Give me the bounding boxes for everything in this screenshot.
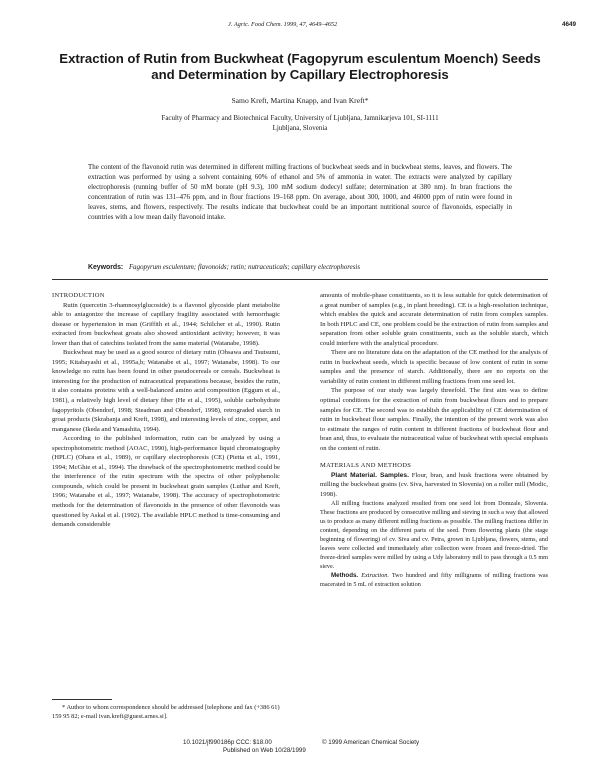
- methods-label: Methods.: [331, 572, 359, 580]
- intro-paragraph-3: According to the published information, rutin can be analyzed by using a spectrophotometric method (AOAC, 1990), high-performance liquid chromatography (HPLC) (Ohara et al., 1989), or capillary electrophoresis (CE) (Pietta et al., 1991, 1994; McGhie et al., 1994). The drawback of the spectrophotometric method could be the interference of the rutin spectrum with the spectra of other polyphenolic compounds, which could be present in buckwheat grain samples (Luthar and Kreft, 1996; Watanabe et al., 1997; Watanabe, 1998). The accuracy of spectrophotometric methods for the determination of flavonoids in the presence of other flavonoids was questioned by Askal et al. (1992). The available HPLC method is time-consuming and demands considerable: [52, 435, 280, 529]
- intro-paragraph-5: There are no literature data on the adaptation of the CE method for the analysis of rutin in buckwheat seeds, which is specific because of low content of rutin in some samples and the presence of starch. Additionally, there are no reports on the variability of rutin content in different milling fractions from one seed lot.: [320, 349, 548, 385]
- keywords-line: [88, 264, 512, 271]
- correspondence-footnote: * Author to whom correspondence should be addressed [telephone and fax (+386 61) 159 95 82; e-mail ivan.kreft@guest.arnes.si].: [52, 704, 280, 721]
- keywords-list: Fagopyrum esculentum; flavonoids; rutin; nutraceuticals; capillary electrophoresis: [128, 264, 361, 271]
- intro-paragraph-1: Rutin (quercetin 3-rhamnosylglucoside) is a flavonol glycoside plant metabolite able to antagonize the increase of capillary fragility associated with hemorrhagic disease or hypertension in man (Griffith et al., 1944; Schilcher et al., 1990). Rutin extracted from buckwheat groats also showed antioxidant activity; however, it was lower than that of catechins isolated from the same material (Watanabe, 1998).: [52, 301, 280, 347]
- left-column: [52, 291, 280, 530]
- keywords-label: Keywords:: [88, 264, 124, 271]
- running-head: [0, 21, 600, 33]
- extraction-label: Extraction.: [361, 572, 389, 580]
- article-title: Extraction of Rutin from Buckwheat (Fagopyrum esculentum Moench) Seeds and Determination by Capillary Electrophoresis: [59, 51, 541, 82]
- footnote-divider: [52, 699, 112, 700]
- plant-material-text: Flour, bran, and husk fractions were obtained by milling the buckwheat grains (cv. Siva, harvested in Slovenia) on a roller mill (Modic, 1998).: [320, 471, 548, 498]
- milling-fractions-paragraph: All milling fractions analyzed resulted from one seed lot from Domzale, Slovenia. These fractions are produced by consecutive milling and sieving in such a way that allowed us to produce as many different milling fractions as possible. The milling fractions differ in content, depending on the different parts of the seed. From flowering plants (the stage beginning of flowering) of cv. Siva and cv. Petra, grown in Ljubljana, flowers, stems, and leaves were collected and immediately after collection were frozen and freeze-dried. The freeze-dried samples were milled by using a Udy laboratory mill to pass through a 0.5 mm sieve.: [320, 500, 548, 571]
- introduction-heading: INTRODUCTION: [52, 292, 105, 299]
- intro-paragraph-4: amounts of mobile-phase constituents, so it is less suitable for quick determination of a great number of samples (e.g., in plant breeding). CE is a high-resolution technique, which enables the quick and accurate determination of rutin from complex samples. In both HPLC and CE, one problem could be the extraction of rutin from samples and separation from other soluble grain constituents, such as the soluble starch, which could interfere with the analytical procedure.: [320, 292, 548, 347]
- plant-material-paragraph: [320, 471, 548, 500]
- page-number: 4649: [561, 21, 576, 28]
- intro-paragraph-6: The purpose of our study was largely threefold. The first aim was to define optimal conditions for the extraction of rutin from buckwheat flours and to prepare samples for CE. The second was to establish the applicability of CE determination of rutin in buckwheat flour samples. Finally, the intention of the present work was also to estimate the ranges of rutin content in different fractions of buckwheat flour and bran and, thus, to evaluate the nutraceutical value of buckwheat with special emphasis on the content of rutin.: [320, 387, 548, 452]
- right-column: [320, 291, 548, 589]
- abstract: The content of the flavonoid rutin was determined in different milling fractions of buckwheat seeds and in buckwheat stems, leaves, and flowers. The extraction was performed by using a solvent containing 60% of ethanol and 5% of ammonia in water. The extracts were analyzed by capillary electrophoresis (running buffer of 50 mM borate (pH 9.3), 100 mM sodium dodecyl sulfate; determination at 380 nm). In bran fractions the concentration of rutin was 131–476 ppm, and in flour fractions 19–168 ppm. On average, about 300, 1000, and 46000 ppm of rutin were found in leaves, stems, and flowers, respectively. The results indicate that buckwheat could be an important nutritional source of flavonoids, especially in countries with a low mean daily flavonoid intake.: [88, 163, 512, 222]
- journal-citation: J. Agric. Food Chem. 1999, 47, 4649–4652: [228, 21, 338, 28]
- methods-heading: MATERIALS AND METHODS: [320, 462, 412, 470]
- published-date: Published on Web 10/28/1999: [223, 747, 306, 754]
- methods-text: Two hundred and fifty milligrams of milling fractions was macerated in 5 mL of extraction solution: [320, 572, 549, 589]
- methods-paragraph: [320, 571, 548, 589]
- copyright-line: © 1999 American Chemical Society: [322, 739, 420, 746]
- intro-paragraph-2: Buckwheat may be used as a good source of dietary rutin (Ohsawa and Tsutsumi, 1995; Kitabayashi et al., 1995a,b; Watanabe et al., 1997; Watanabe, 1998). To our knowledge no rutin has been found in other pseudocereals or cereals. Buckwheat is interesting for the production of nutraceutical preparations because, besides the rutin, it also contains proteins with a well-balanced amino acid composition (Eggum et al., 1981), a relatively high level of dietary fiber (He et al., 1995), soluble carbohydrate fagopyritols (Obendorf, 1998; Steadman and Obendorf, 1998), retrograded starch in groat products (Skrabanja and Kreft, 1998), and interesting levels of zinc, copper, and manganese (Ikeda and Yamashita, 1994).: [52, 349, 280, 433]
- author-list: Samo Kreft, Martina Knapp, and Ivan Kreft*: [231, 96, 369, 105]
- section-divider: [52, 279, 548, 280]
- author-affiliation: Faculty of Pharmacy and Biotechnical Faculty, University of Ljubljana, Jamnikarjeva 101, SI-1111 Ljubljana, Slovenia: [161, 114, 439, 132]
- plant-material-label: Plant Material. Samples.: [331, 471, 409, 479]
- doi-line: 10.1021/jf990186p CCC: $18.00: [183, 739, 272, 746]
